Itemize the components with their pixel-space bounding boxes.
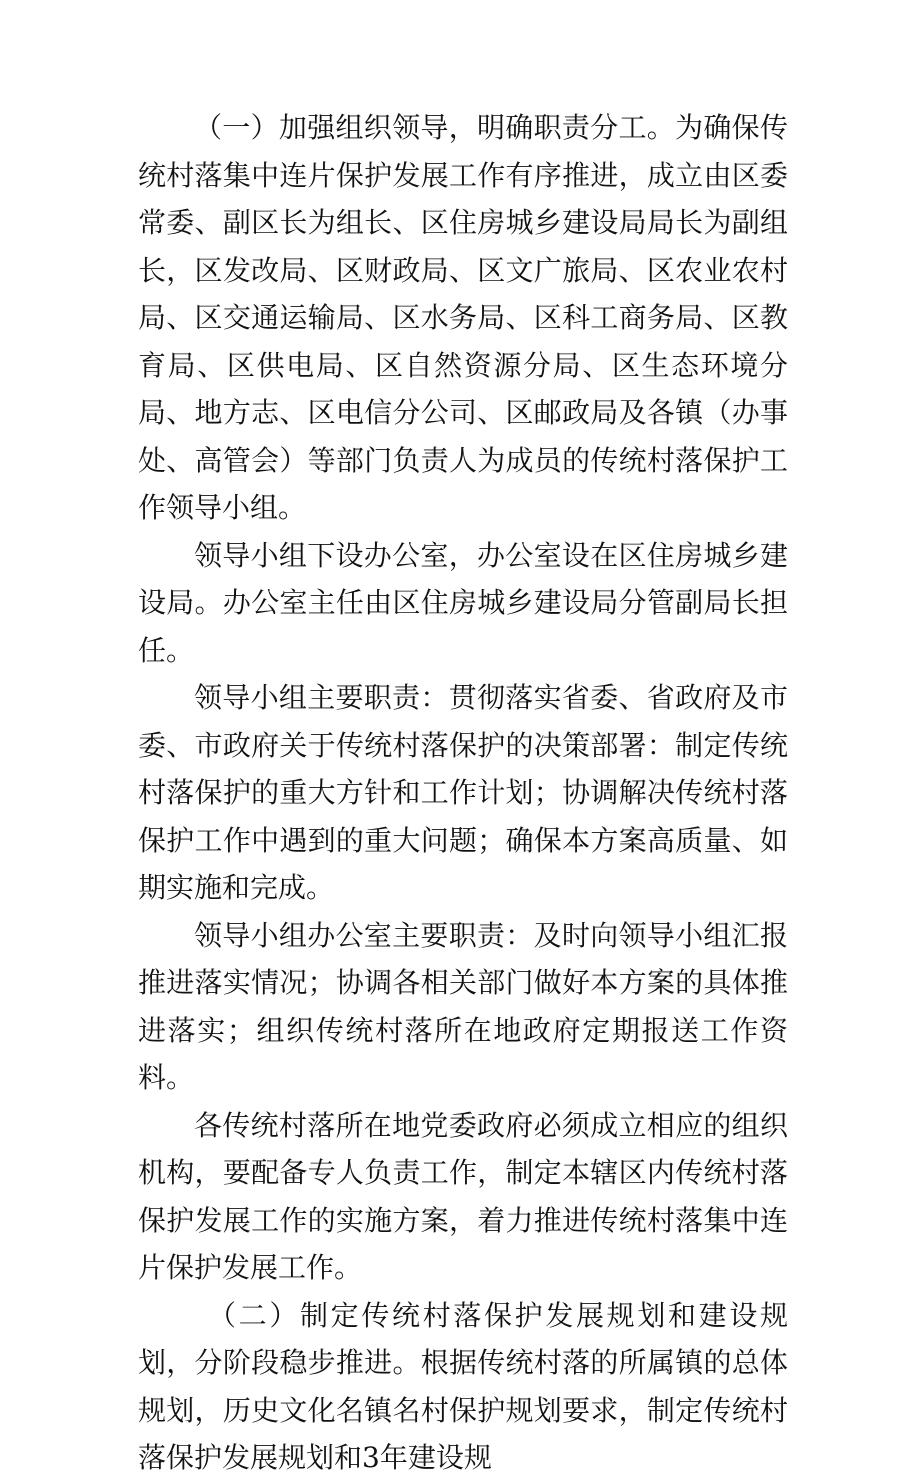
paragraph-leading-group-duties: 领导小组主要职责：贯彻落实省委、省政府及市委、市政府关于传统村落保护的决策部署：制定传统村落保护的重大方针和工作计划；协调解决传统村落保护工作中遇到的重大问题；确保本方案高质量、如期实施和完成。 bbox=[138, 681, 788, 904]
paragraph-office-setup: 领导小组下设办公室，办公室设在区住房城乡建设局。办公室主任由区住房城乡建设局分管副局长担任。 bbox=[138, 538, 788, 667]
paragraph-office-duties: 领导小组办公室主要职责：及时向领导小组汇报推进落实情况；协调各相关部门做好本方案的具体推进落实；组织传统村落所在地政府定期报送工作资料。 bbox=[138, 918, 788, 1094]
paragraph-planning-section: （二）制定传统村落保护发展规划和建设规划，分阶段稳步推进。根据传统村落的所属镇的总体规划，历史文化名镇名村保护规划要求，制定传统村落保护发展规划和3年建设规 bbox=[138, 1298, 788, 1474]
paragraph-local-organizations: 各传统村落所在地党委政府必须成立相应的组织机构，要配备专人负责工作，制定本辖区内传统村落保护发展工作的实施方案，着力推进传统村落集中连片保护发展工作。 bbox=[138, 1108, 788, 1284]
document-body bbox=[138, 104, 788, 1482]
paragraph-organization-leadership: （一）加强组织领导，明确职责分工。为确保传统村落集中连片保护发展工作有序推进，成立由区委常委、副区长为组长、区住房城乡建设局局长为副组长，区发改局、区财政局、区文广旅局、区农业农村局、区交通运输局、区水务局、区科工商务局、区教育局、区供电局、区自然资源分局、区生态环境分局、地方志、区电信分公司、区邮政局及各镇（办事处、高管会）等部门负责人为成员的传统村落保护工作领导小组。 bbox=[138, 111, 788, 524]
